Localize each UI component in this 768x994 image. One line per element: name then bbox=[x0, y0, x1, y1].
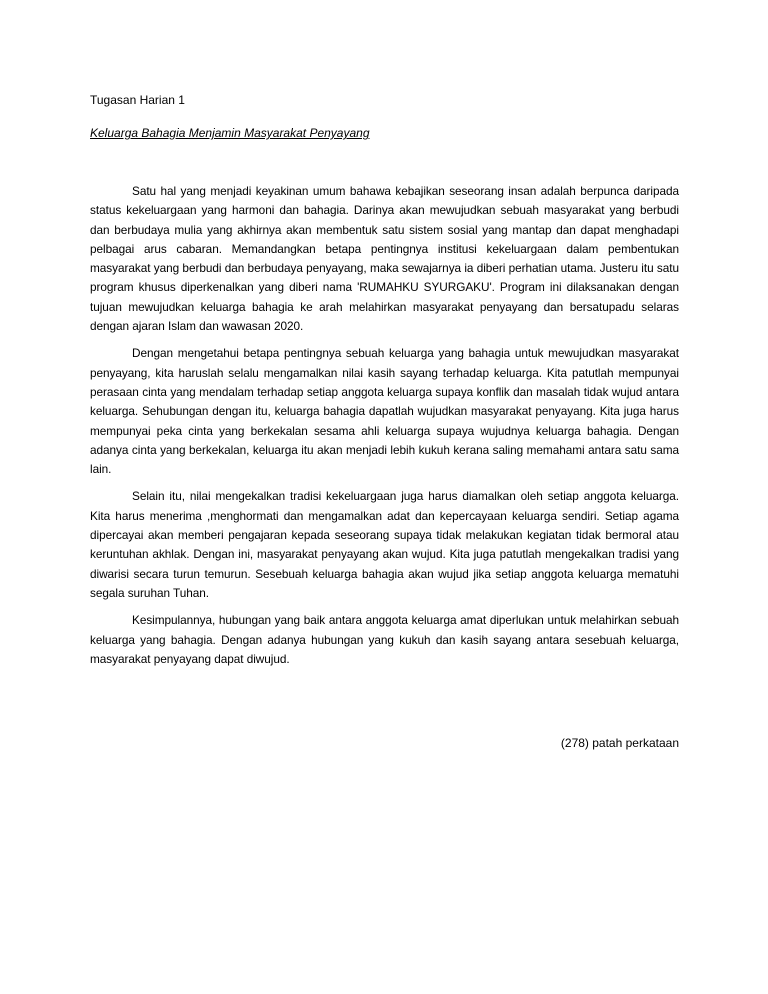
paragraph-2: Dengan mengetahui betapa pentingnya sebuah keluarga yang bahagia untuk mewujudkan masyarakat penyayang, kita haruslah selalu mengamalkan nilai kasih sayang terhadap keluarga. Kita patutlah mempunyai perasaan cinta yang mendalam terhadap setiap anggota keluarga supaya konflik dan masalah tidak wujud antara keluarga. Sehubungan dengan itu, keluarga bahagia dapatlah wujudkan masyarakat penyayang. Kita juga harus mempunyai peka cinta yang berkekalan sesama ahli keluarga supaya wujudnya keluarga bahagia. Dengan adanya cinta yang berkekalan, keluarga itu akan menjadi lebih kukuh kerana saling memahami antara satu sama lain. bbox=[90, 346, 679, 477]
paragraph-4: Kesimpulannya, hubungan yang baik antara anggota keluarga amat diperlukan untuk melahirkan sebuah keluarga yang bahagia. Dengan adanya hubungan yang kukuh dan kasih sayang antara sesebuah keluarga, masyarakat penyayang dapat diwujud. bbox=[90, 613, 679, 666]
assignment-heading: Tugasan Harian 1 bbox=[90, 93, 185, 107]
essay-title: Keluarga Bahagia Menjamin Masyarakat Penyayang bbox=[90, 126, 370, 140]
document-body bbox=[90, 90, 679, 669]
paragraph-1: Satu hal yang menjadi keyakinan umum bahawa kebajikan seseorang insan adalah berpunca daripada status kekeluargaan yang harmoni dan bahagia. Darinya akan mewujudkan sebuah masyarakat yang berbudi dan berbudaya mulia yang akhirnya akan membentuk satu sistem sosial yang mantap dan dapat menghadapi pelbagai arus cabaran. Memandangkan betapa pentingnya institusi kekeluargaan dalam pembentukan masyarakat yang berbudi dan berbudaya penyayang, maka sewajarnya ia diberi perhatian utama. Justeru itu satu program khusus diperkenalkan yang diberi nama 'RUMAHKU SYURGAKU'. Program ini dilaksanakan dengan tujuan mewujudkan keluarga bahagia ke arah melahirkan masyarakat penyayang dan bersatupadu selaras dengan ajaran Islam dan wawasan 2020. bbox=[90, 184, 679, 334]
word-count: (278) patah perkataan bbox=[560, 736, 679, 750]
paragraph-3: Selain itu, nilai mengekalkan tradisi kekeluargaan juga harus diamalkan oleh setiap anggota keluarga. Kita harus menerima ,menghormati dan mengamalkan adat dan kepercayaan keluarga sendiri. Setiap agama dipercayai akan memberi pengajaran kepada seseorang supaya tidak melakukan kegiatan tidak bermoral atau keruntuhan akhlak. Dengan ini, masyarakat penyayang akan wujud. Kita juga patutlah mengekalkan tradisi yang diwarisi secara turun temurun. Sesebuah keluarga bahagia akan wujud jika setiap anggota keluarga mematuhi segala suruhan Tuhan. bbox=[90, 489, 679, 600]
